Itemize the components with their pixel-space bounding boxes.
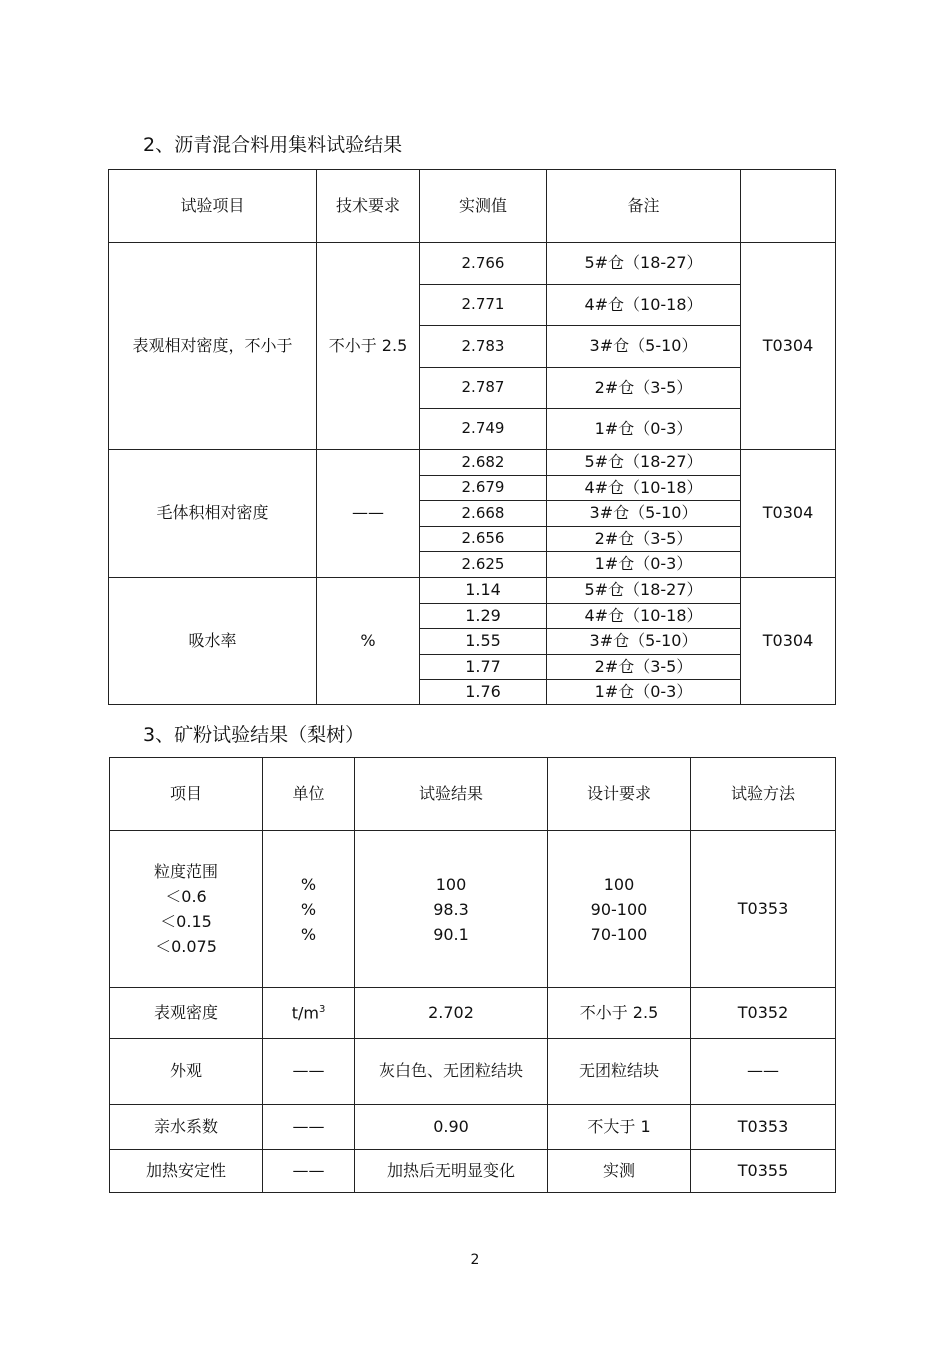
- table-row: [109, 578, 836, 604]
- requirement-cell: ——: [317, 450, 420, 578]
- requirement-cell: 不小于 2.5: [548, 988, 691, 1039]
- method-cell: T0352: [691, 988, 836, 1039]
- page-number: 2: [470, 1252, 480, 1268]
- note-cell: 4#仓（10-18）: [547, 604, 741, 629]
- result-cell: 灰白色、无团粒结块: [355, 1039, 548, 1105]
- value-cell: 1.76: [420, 680, 547, 705]
- gradation-unit: %: [300, 874, 317, 894]
- table-row: [110, 988, 836, 1039]
- header-measured-value: 实测值: [420, 170, 547, 243]
- value-cell: 2.787: [420, 368, 547, 409]
- value-cell: 2.668: [420, 501, 547, 527]
- header-requirement: 技术要求: [317, 170, 420, 243]
- note-cell: 3#仓（5-10）: [547, 629, 741, 655]
- note-cell: 4#仓（10-18）: [547, 285, 741, 326]
- table-row: [110, 1105, 836, 1150]
- gradation-unit-cell: [263, 831, 355, 988]
- item-cell: 外观: [110, 1039, 263, 1105]
- header-test-item: 试验项目: [109, 170, 317, 243]
- value-cell: 2.771: [420, 285, 547, 326]
- test-item-cell: 吸水率: [109, 578, 317, 705]
- section2-heading: 2、沥青混合料用集料试验结果: [143, 134, 403, 156]
- table-header-row: [109, 170, 836, 243]
- method-cell: T0304: [741, 243, 836, 450]
- table-row: [110, 1150, 836, 1193]
- header-item: 项目: [110, 758, 263, 831]
- item-cell: 表观密度: [110, 988, 263, 1039]
- header-test-method: 试验方法: [691, 758, 836, 831]
- requirement-cell: 不大于 1: [548, 1105, 691, 1150]
- item-cell: 加热安定性: [110, 1150, 263, 1193]
- note-cell: 2#仓（3-5）: [547, 368, 741, 409]
- note-cell: 5#仓（18-27）: [547, 450, 741, 476]
- note-cell: 2#仓（3-5）: [547, 527, 741, 552]
- value-cell: 2.656: [420, 527, 547, 552]
- requirement-cell: 不小于 2.5: [317, 243, 420, 450]
- section3-heading: 3、矿粉试验结果（梨树）: [143, 724, 365, 746]
- result-cell: 0.90: [355, 1105, 548, 1150]
- note-cell: 3#仓（5-10）: [547, 501, 741, 527]
- gradation-row: [110, 831, 836, 988]
- gradation-sieve: ＜0.6: [165, 887, 207, 906]
- method-cell: T0304: [741, 578, 836, 705]
- value-cell: 1.29: [420, 604, 547, 629]
- gradation-unit: %: [300, 924, 317, 944]
- header-result: 试验结果: [355, 758, 548, 831]
- value-cell: 2.749: [420, 409, 547, 450]
- method-cell: T0353: [691, 1105, 836, 1150]
- note-cell: 4#仓（10-18）: [547, 476, 741, 501]
- value-cell: 1.14: [420, 578, 547, 604]
- note-cell: 1#仓（0-3）: [547, 409, 741, 450]
- note-cell: 1#仓（0-3）: [547, 552, 741, 578]
- gradation-result: 98.3: [433, 899, 469, 919]
- value-cell: 2.682: [420, 450, 547, 476]
- value-cell: 2.679: [420, 476, 547, 501]
- gradation-requirement: 90-100: [590, 899, 648, 919]
- table-header-row: [110, 758, 836, 831]
- header-note: 备注: [547, 170, 741, 243]
- value-cell: 1.55: [420, 629, 547, 655]
- gradation-sieve: ＜0.15: [160, 912, 212, 931]
- gradation-item-cell: [110, 831, 263, 988]
- note-cell: 2#仓（3-5）: [547, 655, 741, 680]
- gradation-method-cell: T0353: [691, 831, 836, 988]
- method-cell: T0355: [691, 1150, 836, 1193]
- gradation-title: 粒度范围: [153, 862, 218, 881]
- value-cell: 2.766: [420, 243, 547, 285]
- result-cell: 2.702: [355, 988, 548, 1039]
- table-row: [109, 243, 836, 285]
- value-cell: 1.77: [420, 655, 547, 680]
- table-row: [109, 450, 836, 476]
- test-item-cell: 表观相对密度，不小于: [109, 243, 317, 450]
- unit-text: t/m: [291, 1002, 319, 1022]
- unit-cell: [263, 988, 355, 1039]
- gradation-requirement: 100: [603, 874, 635, 894]
- unit-cell: ——: [263, 1105, 355, 1150]
- value-cell: 2.625: [420, 552, 547, 578]
- gradation-requirement-cell: [548, 831, 691, 988]
- method-cell: ——: [691, 1039, 836, 1105]
- requirement-cell: 实测: [548, 1150, 691, 1193]
- requirement-cell: 无团粒结块: [548, 1039, 691, 1105]
- gradation-unit: %: [300, 899, 317, 919]
- gradation-result-cell: [355, 831, 548, 988]
- note-cell: 5#仓（18-27）: [547, 578, 741, 604]
- method-cell: T0304: [741, 450, 836, 578]
- gradation-result: 90.1: [433, 924, 469, 944]
- header-method: [741, 170, 836, 243]
- header-design-requirement: 设计要求: [548, 758, 691, 831]
- header-unit: 单位: [263, 758, 355, 831]
- note-cell: 3#仓（5-10）: [547, 326, 741, 368]
- result-cell: 加热后无明显变化: [355, 1150, 548, 1193]
- requirement-cell: %: [317, 578, 420, 705]
- test-item-cell: 毛体积相对密度: [109, 450, 317, 578]
- gradation-sieve: ＜0.075: [155, 937, 217, 956]
- note-cell: 5#仓（18-27）: [547, 243, 741, 285]
- gradation-result: 100: [435, 874, 467, 894]
- note-cell: 1#仓（0-3）: [547, 680, 741, 705]
- item-cell: 亲水系数: [110, 1105, 263, 1150]
- mineral-powder-table: [109, 757, 836, 1193]
- unit-cell: ——: [263, 1039, 355, 1105]
- table-row: [110, 1039, 836, 1105]
- gradation-requirement: 70-100: [590, 924, 648, 944]
- value-cell: 2.783: [420, 326, 547, 368]
- unit-cell: ——: [263, 1150, 355, 1193]
- unit-superscript: 3: [318, 1003, 326, 1015]
- aggregate-test-table: [108, 169, 836, 705]
